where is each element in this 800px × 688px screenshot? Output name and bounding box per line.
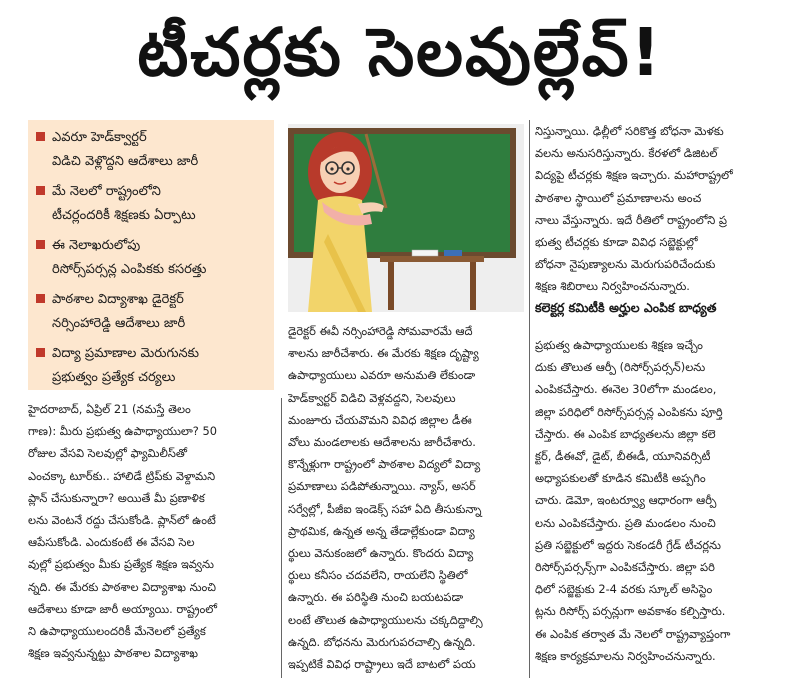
article-column-3-bottom: [535, 334, 781, 667]
text-line: ఇప్పటికే వివిధ రాష్ట్రాలు ఇదే బాటలో పయ: [288, 657, 476, 672]
highlight-line: పాఠశాల విద్యాశాఖ డైరెక్టర్‌: [52, 292, 184, 307]
text-line: హైదరాబాద్‌, ఏప్రిల్‌ 21 (నమస్తే తెలం: [28, 402, 191, 416]
text-line: ట్లను రిసోర్స్‌ పర్సన్లుగా అవకాశం కల్పిస్తారు.: [535, 604, 726, 619]
text-line: లను ఎంపికచేస్తారు. ప్రతి మండలం నుంచి: [535, 515, 716, 530]
article-column-3-top: [535, 120, 781, 298]
text-line: ఎంపికచేస్తారు. ఈనెల 30లోగా మండలం,: [535, 382, 717, 397]
text-line: ఉన్నారు. ఈ పరిస్థితి నుంచి బయటపడా: [288, 590, 464, 605]
teacher-illustration: [288, 124, 524, 312]
text-line: ప్రభుత్వ ఉపాధ్యాయులకు శిక్షణ ఇచ్చేం: [535, 338, 703, 352]
highlight-item: [36, 342, 266, 390]
text-line: పాఠశాల స్థాయిలో ప్రమాణాలను అంచ: [535, 190, 702, 205]
text-line: సర్వేల్లో, పీజీఐ ఇండెక్స్‌ సహా ఏది తీసుకున్నా: [288, 501, 482, 516]
highlight-line: ప్రభుత్వం ప్రత్యేక చర్యలు: [52, 370, 176, 385]
text-line: రోజుల వేసవి సెలవుల్లో ఫ్యామిలీస్‌తో: [28, 446, 187, 461]
highlight-line: రిసోర్స్‌పర్సన్ల ఎంపికకు కసరత్తు: [52, 262, 207, 277]
text-line: ధిలో సబ్జెక్టుకు 2-4 వరకు స్కూల్‌ అసిస్టెం: [535, 582, 713, 597]
text-line: ర్థులు వెనుకంజలో ఉన్నారు. కొందరు విద్యా: [288, 546, 474, 561]
text-line: మంజూరు చేయవొమని వివిధ జిల్లాల డీఈ: [288, 412, 472, 427]
text-line: గాణ): మీరు ప్రభుత్వ ఉపాధ్యాయులా? 50: [28, 424, 217, 439]
highlight-line: ఎవరూ హెడ్‌క్వార్టర్‌: [52, 130, 147, 145]
bullet-square-icon: [36, 348, 45, 357]
text-line: ఆదేశాలు కూడా జారీ అయ్యాయి. రాష్ట్రంలో: [28, 601, 217, 616]
column-divider: [529, 120, 530, 678]
text-line: ప్లాన్‌ చేసుకున్నారా? అయితే మీ ప్రణాళిక: [28, 490, 205, 505]
text-line: న్నది. ఈ మేరకు పాఠశాల విద్యాశాఖ నుంచి: [28, 579, 217, 594]
bullet-square-icon: [36, 240, 45, 249]
highlight-line: టీచర్లందరికీ శిక్షణకు ఏర్పాటు: [52, 208, 196, 223]
highlight-line: ఈ నెలాఖరులోపు: [52, 238, 141, 253]
article-column-2: [288, 320, 524, 675]
text-line: వోలు మండలాలకు ఆదేశాలను జారీచేశారు.: [288, 435, 476, 450]
text-line: శిక్షణ ఇవ్వనున్నట్టు పాఠశాల విద్యాశాఖ: [28, 646, 199, 661]
text-line: క్టర్‌, డీఈవో, డైట్‌, బీఈడీ, యూనివర్సిటీ: [535, 449, 711, 464]
text-line: రిసోర్స్‌పర్సన్స్‌గా ఎంపికచేస్తారు. జిల్లా పరి: [535, 560, 715, 575]
highlight-line: విడిచి వెళ్లొద్దని ఆదేశాలు జారీ: [52, 154, 199, 169]
text-line: శిక్షణ కార్యక్రమాలను నిర్వహించనున్నారు.: [535, 648, 716, 663]
text-line: ఉన్నది. బోధనను మెరుగుపరచాల్సి ఉన్నది.: [288, 634, 476, 649]
bullet-square-icon: [36, 294, 45, 303]
text-line: నిస్తున్నాయి. ఢిల్లీలో సరికొత్త బోధనా మెళకు: [535, 124, 724, 138]
text-line: ఎంచక్కా టూర్‌కు.. హాలిడే ట్రిప్‌కు వెళ్దామని: [28, 468, 216, 483]
text-line: నాలు వేస్తున్నారు. ఇదే రీతిలో రాష్ట్రంలోని ప్ర: [535, 212, 727, 227]
highlight-line: మే నెలలో రాష్ట్రంలోని: [52, 184, 161, 199]
highlight-item: [36, 288, 266, 336]
text-line: ప్రమాణాలు పడిపోతున్నాయి. న్యాస్‌, అసర్‌: [288, 479, 476, 494]
column-divider: [281, 398, 282, 678]
highlight-item: [36, 126, 266, 174]
text-line: బోధనా నైపుణ్యాలను మెరుగుపరిచేందుకు: [535, 257, 716, 272]
text-line: అధ్యాపకులతో కూడిన కమిటీకి అప్పగిం: [535, 471, 706, 486]
bullet-square-icon: [36, 186, 45, 195]
text-line: విద్యపై టీచర్లకు శిక్షణ ఇచ్చారు. మహారాష్ట్రలో: [535, 168, 733, 183]
text-line: లను వెంటనే రద్దు చేసుకోండి. ప్లాన్‌లో ఉంటే: [28, 513, 216, 528]
text-line: ప్రతి సబ్జెక్టులో ఇద్దరు సెకండరీ గ్రేడ్‌ టీచర్లను: [535, 537, 721, 552]
text-line: జిల్లా పరిధిలో రిసోర్స్‌పర్సన్ల ఎంపికను పూర్తి: [535, 404, 723, 419]
text-line: దుకు తొలుత ఆర్పీ (రిసోర్స్‌పర్సన్‌)లను: [535, 360, 706, 375]
text-line: ప్రాథమిక, ఉన్నత అన్న తేడాల్లేకుండా విద్యా: [288, 523, 475, 538]
highlight-line: విద్యా ప్రమాణాల మెరుగునకు: [52, 346, 199, 361]
text-line: శిక్షణ శిబిరాలు నిర్వహించనున్నారు.: [535, 279, 690, 294]
article-column-1: [28, 398, 274, 664]
text-line: కొన్నేళ్లుగా రాష్ట్రంలో పాఠశాల విద్యలో విద్యా: [288, 457, 481, 472]
text-line: వుల్లో ప్రభుత్వం మీకు ప్రత్యేక శిక్షణ ఇవ్వను: [28, 557, 214, 572]
highlights-box: [28, 120, 274, 390]
highlight-line: నర్సింహారెడ్డి ఆదేశాలు జారీ: [52, 316, 186, 331]
text-line: వలను అనుసరిస్తున్నారు. కేరళలో డిజిటల్‌: [535, 146, 718, 161]
text-line: ర్థులు కనీసం చదవలేని, రాయలేని స్థితిలో: [288, 568, 468, 583]
desk: [380, 256, 484, 262]
section-subheading: కలెక్టర్ల కమిటీకి అర్హుల ఎంపిక బాధ్యత: [535, 300, 717, 315]
bullet-square-icon: [36, 132, 45, 141]
text-line: డైరెక్టర్‌ ఈవీ నర్సింహారెడ్డి సోమవారమే ఆదే: [288, 324, 473, 338]
text-line: ఈ ఎంపిక తర్వాత మే నెలలో రాష్ట్రవ్యాప్తంగా: [535, 626, 731, 641]
text-line: శాలను జారీచేశారు. ఈ మేరకు శిక్షణ దృష్ట్యా: [288, 346, 479, 361]
headline: టీచర్లకు సెలవుల్లేవ్‌!: [137, 13, 663, 91]
text-line: ని ఉపాధ్యాయులందరికీ మేనెలలో ప్రత్యేక: [28, 624, 206, 639]
text-line: చారు. డెమో, ఇంటర్వ్యూ ఆధారంగా ఆర్పీ: [535, 493, 717, 508]
text-line: హెడ్‌క్వార్టర్‌ విడిచి వెళ్లవద్దని, సెలవులు: [288, 390, 456, 405]
text-line: ఉపాధ్యాయులు ఎవరూ అనుమతి లేకుండా: [288, 368, 476, 383]
text-line: చేస్తారు. ఈ ఎంపిక బాధ్యతలను జిల్లా కలె: [535, 426, 716, 441]
text-line: ఆపేసుకోండి. ఎందుకంటే ఈ వేసవి సెల: [28, 535, 195, 550]
text-line: భుత్వ టీచర్లకు కూడా వివిధ సబ్జెక్టుల్లో: [535, 235, 698, 250]
highlight-item: [36, 234, 266, 282]
text-line: లంటే తొలుత ఉపాధ్యాయులను చక్కదిద్దాల్సి: [288, 612, 483, 627]
highlight-item: [36, 180, 266, 228]
